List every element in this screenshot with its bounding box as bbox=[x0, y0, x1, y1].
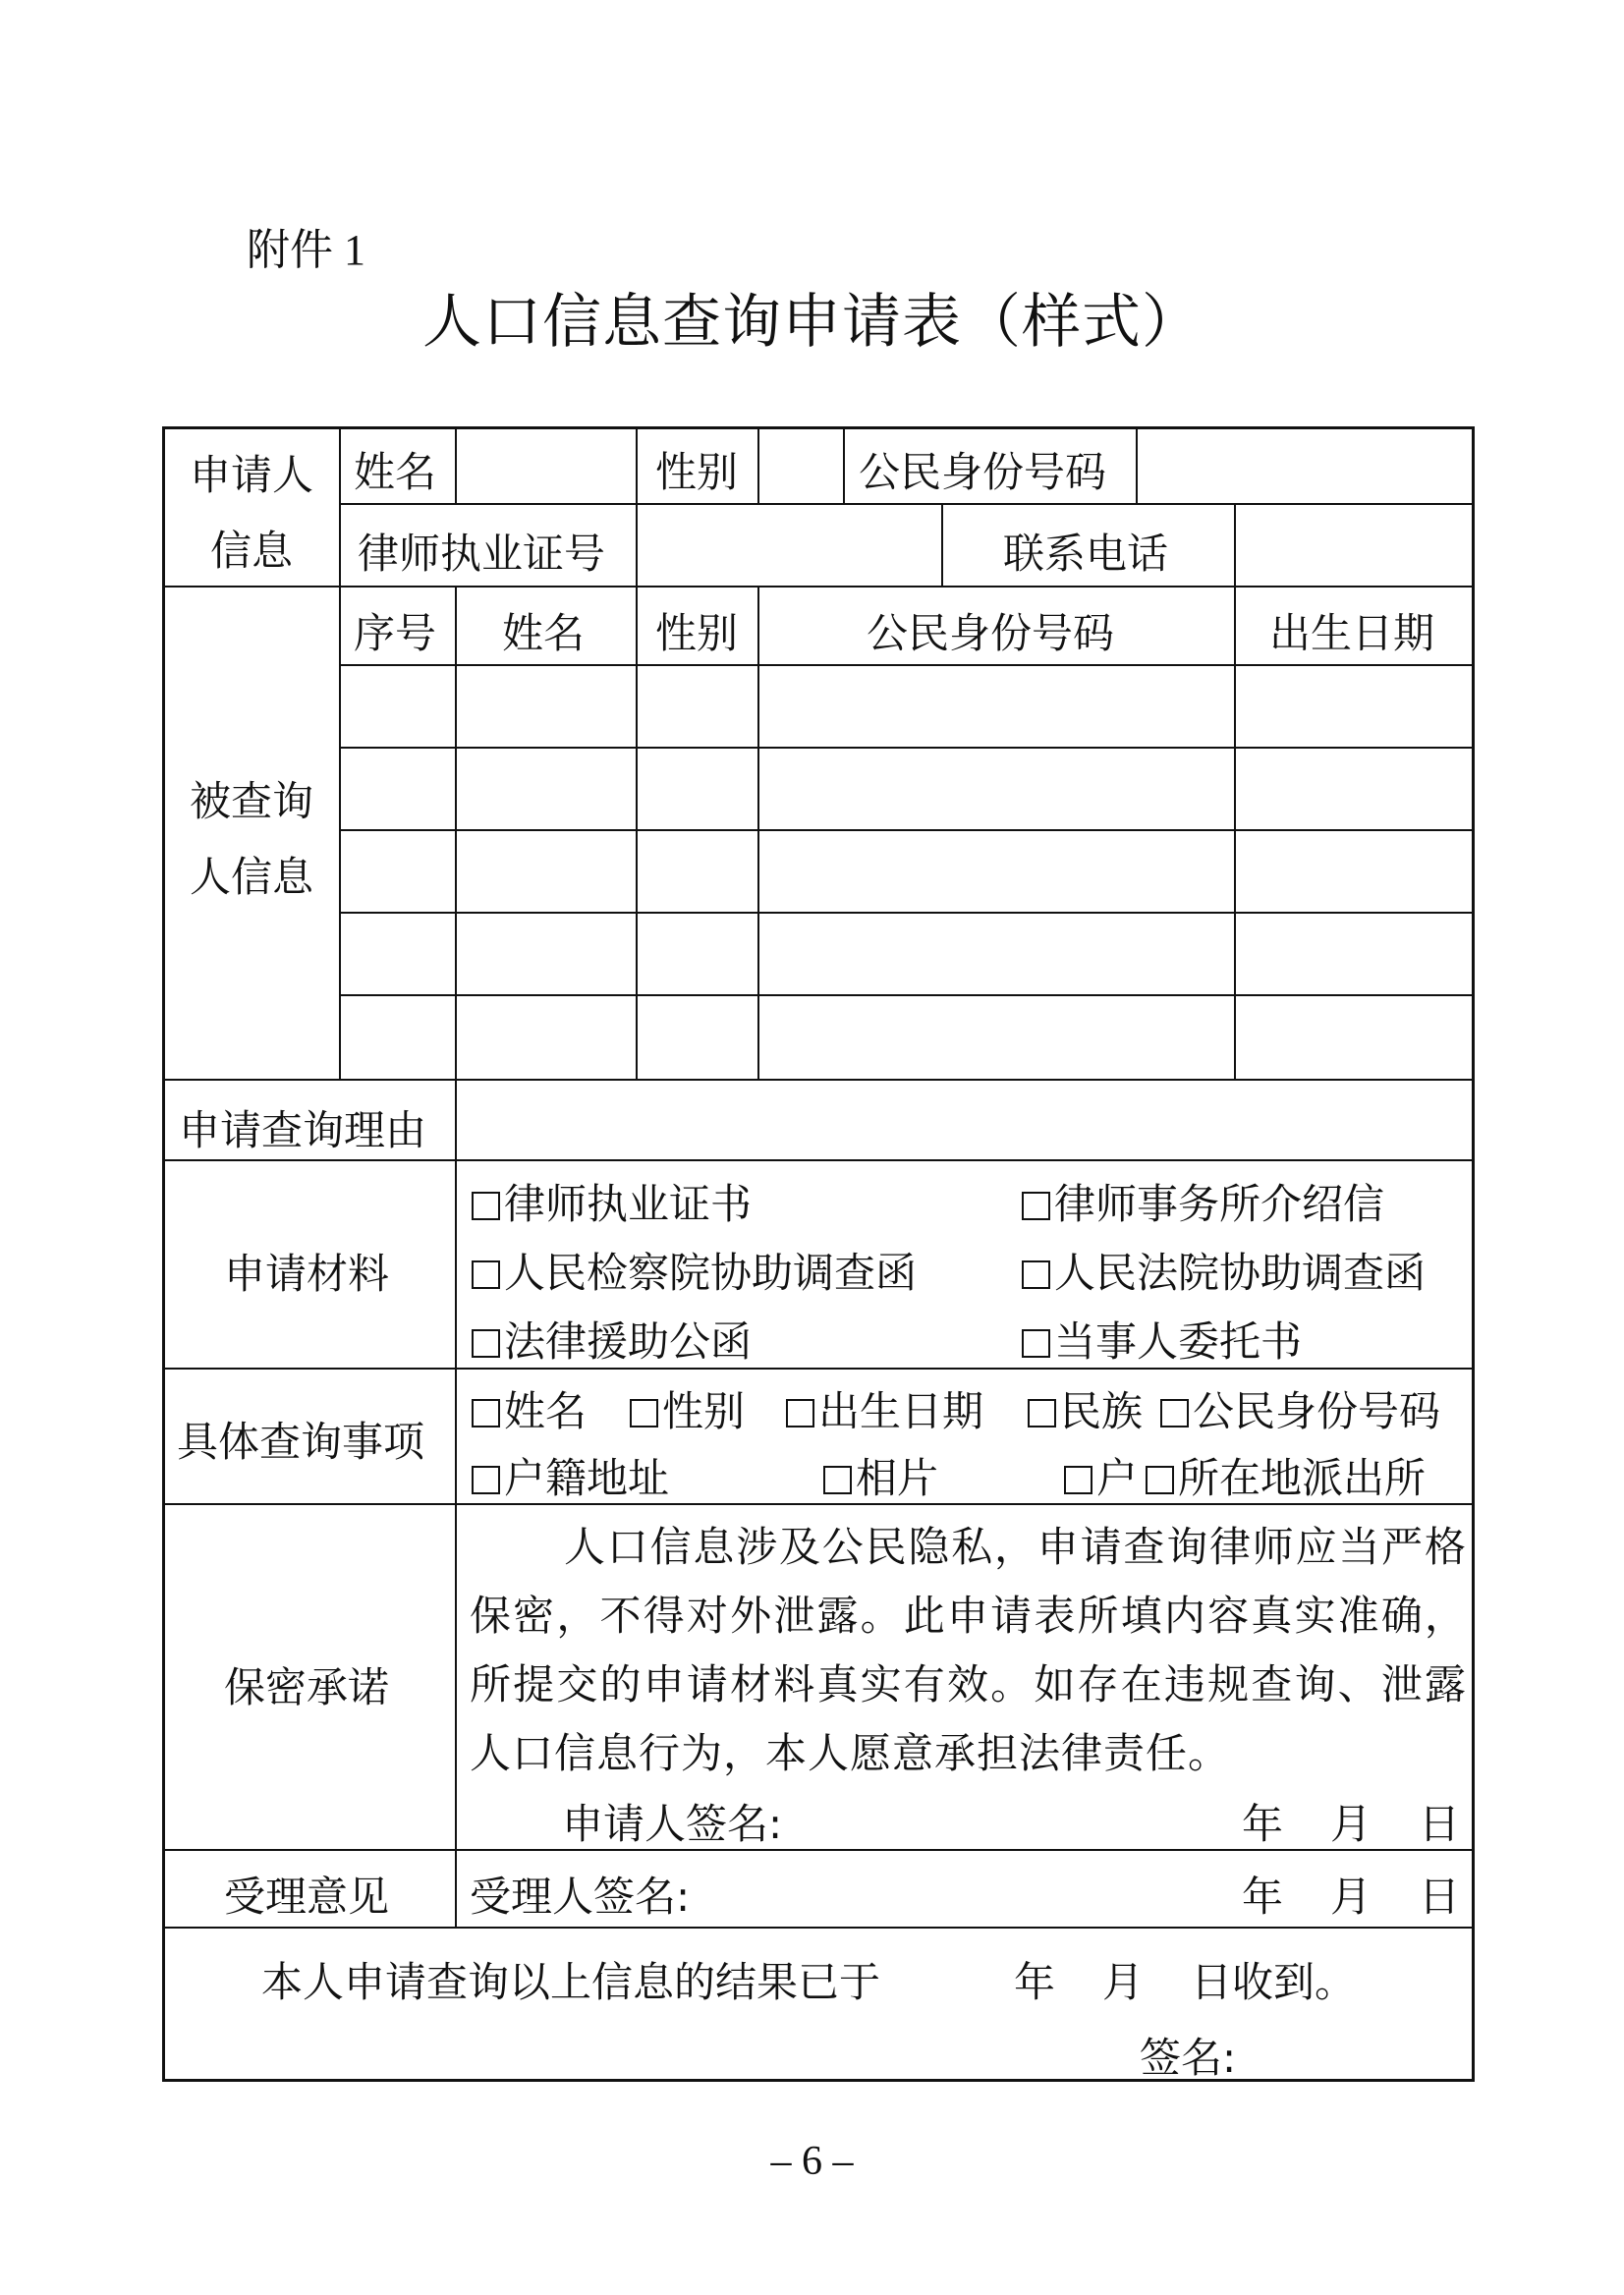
page-number: – 6 – bbox=[770, 2139, 854, 2184]
checkbox-icon[interactable] bbox=[472, 1329, 500, 1358]
query-reason-label: 申请查询理由 bbox=[179, 1106, 427, 1154]
applicant-gender-label: 性别 bbox=[655, 448, 739, 496]
receipt-statement: 本人申请查询以上信息的结果已于 bbox=[261, 1958, 881, 2006]
subject-section-label: 人信息 bbox=[189, 853, 313, 901]
material-option: 人民法院协助调查函 bbox=[1022, 1253, 1426, 1294]
grid-line bbox=[339, 503, 1475, 505]
applicant-section-label: 申请人 bbox=[189, 451, 313, 499]
grid-line bbox=[636, 426, 638, 503]
grid-line bbox=[339, 829, 1475, 831]
grid-line bbox=[339, 426, 341, 1079]
checkbox-icon[interactable] bbox=[786, 1399, 814, 1427]
phone-label: 联系电话 bbox=[1003, 530, 1169, 578]
grid-line bbox=[1234, 586, 1236, 1079]
confidentiality-label: 保密承诺 bbox=[224, 1663, 390, 1711]
applicant-id-label: 公民身份号码 bbox=[859, 448, 1107, 496]
grid-line bbox=[941, 503, 943, 586]
checkbox-icon[interactable] bbox=[472, 1260, 500, 1289]
grid-line bbox=[1234, 503, 1236, 586]
column-header: 出生日期 bbox=[1269, 609, 1435, 657]
checkbox-icon[interactable] bbox=[1028, 1399, 1056, 1427]
checkbox-icon[interactable] bbox=[472, 1192, 500, 1220]
checkbox-icon[interactable] bbox=[1160, 1399, 1189, 1427]
material-option: 律师执业证书 bbox=[472, 1184, 752, 1225]
column-header: 性别 bbox=[655, 609, 739, 657]
query-item-option: 性别 bbox=[630, 1391, 745, 1432]
acceptor-signature-label: 受理人签名: bbox=[470, 1873, 691, 1921]
subject-section-label: 被查询 bbox=[189, 777, 313, 825]
grid-line bbox=[455, 1079, 457, 1927]
query-item-option: 公民身份号码 bbox=[1160, 1391, 1440, 1432]
checkbox-icon[interactable] bbox=[823, 1466, 852, 1494]
date-day-label: 日 bbox=[1419, 1800, 1461, 1848]
grid-line bbox=[843, 426, 845, 503]
checkbox-icon[interactable] bbox=[1022, 1260, 1050, 1289]
query-item-option: 出生日期 bbox=[786, 1391, 983, 1432]
grid-line bbox=[636, 586, 638, 1079]
query-item-option: 姓名 bbox=[472, 1391, 587, 1432]
grid-line bbox=[162, 1368, 1475, 1370]
receipt-statement-end: 日收到。 bbox=[1191, 1958, 1357, 2006]
checkbox-icon[interactable] bbox=[1146, 1466, 1174, 1494]
date-year-label: 年 bbox=[1242, 1873, 1284, 1921]
column-header: 公民身份号码 bbox=[867, 609, 1115, 657]
checkbox-icon[interactable] bbox=[1064, 1466, 1092, 1494]
grid-line bbox=[757, 426, 759, 503]
grid-line bbox=[162, 1159, 1475, 1161]
checkbox-icon[interactable] bbox=[1022, 1192, 1050, 1220]
query-item-option: 户籍地址 bbox=[472, 1458, 669, 1499]
date-year-label: 年 bbox=[1014, 1958, 1056, 2006]
checkbox-icon[interactable] bbox=[472, 1466, 500, 1494]
grid-line bbox=[1136, 426, 1138, 503]
receipt-signature-label: 签名: bbox=[1140, 2034, 1237, 2082]
grid-line bbox=[455, 426, 457, 503]
date-month-label: 月 bbox=[1330, 1873, 1372, 1921]
grid-line bbox=[339, 994, 1475, 996]
material-option: 当事人委托书 bbox=[1022, 1321, 1302, 1363]
grid-line bbox=[339, 912, 1475, 914]
query-item-option: 户 bbox=[1064, 1458, 1138, 1499]
attachment-label: 附件 1 bbox=[247, 226, 365, 274]
grid-line bbox=[455, 586, 457, 1079]
grid-line bbox=[636, 503, 638, 586]
material-option: 律师事务所介绍信 bbox=[1022, 1184, 1384, 1225]
column-header: 序号 bbox=[354, 609, 437, 657]
grid-line bbox=[339, 747, 1475, 749]
material-option: 人民检察院协助调查函 bbox=[472, 1253, 917, 1294]
applicant-signature-label: 申请人签名: bbox=[562, 1800, 783, 1848]
grid-line bbox=[162, 1503, 1475, 1505]
checkbox-icon[interactable] bbox=[472, 1399, 500, 1427]
grid-line bbox=[339, 664, 1475, 666]
column-header: 姓名 bbox=[502, 609, 586, 657]
material-option: 法律援助公函 bbox=[472, 1321, 752, 1363]
date-year-label: 年 bbox=[1242, 1800, 1284, 1848]
date-month-label: 月 bbox=[1102, 1958, 1145, 2006]
form-title: 人口信息查询申请表（样式） bbox=[422, 288, 1202, 357]
query-item-option: 相片 bbox=[823, 1458, 938, 1499]
date-month-label: 月 bbox=[1330, 1800, 1372, 1848]
materials-label: 申请材料 bbox=[224, 1250, 390, 1298]
grid-line bbox=[757, 586, 759, 1079]
checkbox-icon[interactable] bbox=[630, 1399, 658, 1427]
query-item-option: 所在地派出所 bbox=[1146, 1458, 1426, 1499]
acceptance-label: 受理意见 bbox=[224, 1873, 390, 1921]
query-item-option: 民族 bbox=[1028, 1391, 1143, 1432]
grid-line bbox=[162, 586, 1475, 588]
date-day-label: 日 bbox=[1419, 1873, 1461, 1921]
query-items-label: 具体查询事项 bbox=[177, 1418, 425, 1466]
grid-line bbox=[162, 1849, 1475, 1851]
grid-line bbox=[162, 1927, 1475, 1929]
license-number-label: 律师执业证号 bbox=[358, 530, 606, 578]
checkbox-icon[interactable] bbox=[1022, 1329, 1050, 1358]
confidentiality-paragraph: 人口信息涉及公民隐私，申请查询律师应当严格保密，不得对外泄露。此申请表所填内容真实准确，所提交的申请材料真实有效。如存在违规查询、泄露人口信息行为，本人愿意承担法律责任。 bbox=[470, 1523, 1467, 1777]
applicant-name-label: 姓名 bbox=[354, 448, 437, 496]
applicant-section-label: 信息 bbox=[209, 527, 293, 575]
grid-line bbox=[162, 1079, 1475, 1081]
